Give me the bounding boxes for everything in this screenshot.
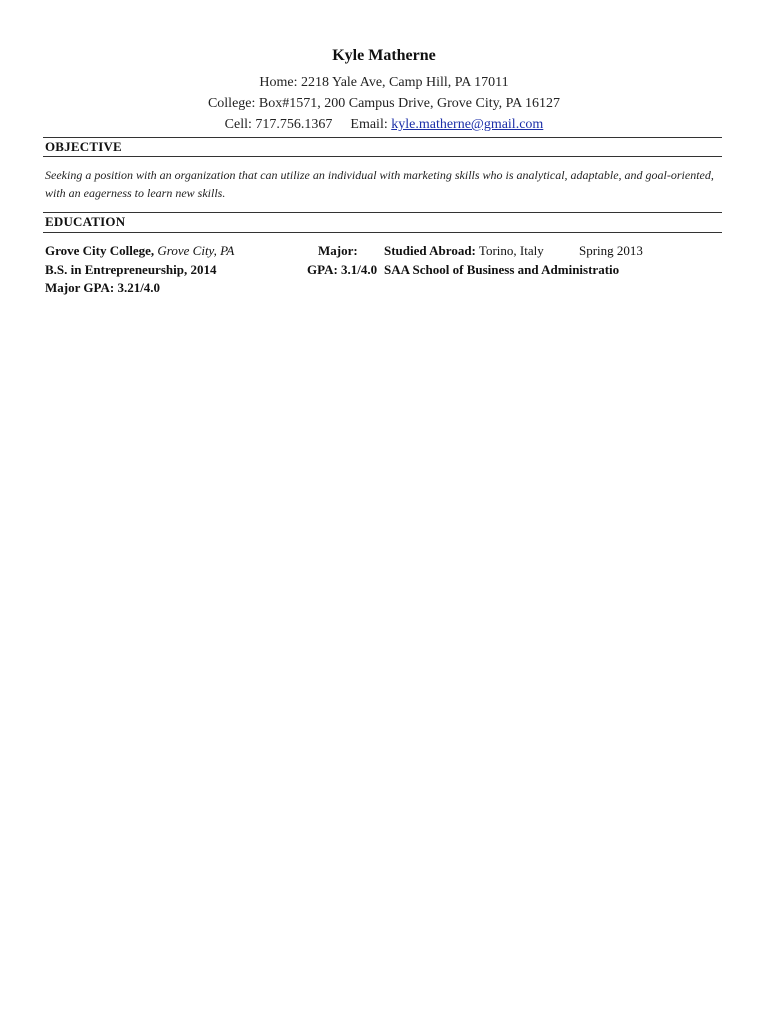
abroad-school: SAA School of Business and Administratio [384,262,620,277]
objective-heading: OBJECTIVE [45,139,122,154]
email-link[interactable]: kyle.matherne@gmail.com [391,117,544,132]
college-address: College: Box#1571, 200 Campus Drive, Grove City, PA 16127 [207,96,561,111]
overall-gpa: GPA: 3.1/4.0 [307,262,378,277]
major-gpa: Major GPA: 3.21/4.0 [45,280,161,295]
school-location: Grove City, PA [157,243,235,258]
abroad-location: Torino, Italy [478,243,544,258]
abroad-label: Studied Abroad: [384,243,476,258]
divider [43,156,722,157]
abroad-line [384,243,544,259]
divider [43,232,722,233]
education-heading: EDUCATION [45,214,126,229]
school-name: Grove City College, [45,243,155,258]
email-label: Email: [350,117,388,132]
divider [43,137,722,138]
candidate-name: Kyle Matherne [332,47,436,64]
school-line [45,243,234,259]
major-label: Major: [318,243,358,258]
cell-phone: Cell: 717.756.1367 [224,117,333,132]
objective-text: Seeking a position with an organization that can utilize an individual with marketing skills who is analytical, adaptable, and goal-oriented, with an eagerness to learn new skills. [45,168,714,200]
divider [43,212,722,213]
contact-line [0,117,768,133]
abroad-term: Spring 2013 [579,243,643,258]
degree: B.S. in Entrepreneurship, 2014 [45,262,217,277]
home-address: Home: 2218 Yale Ave, Camp Hill, PA 17011 [259,75,509,90]
